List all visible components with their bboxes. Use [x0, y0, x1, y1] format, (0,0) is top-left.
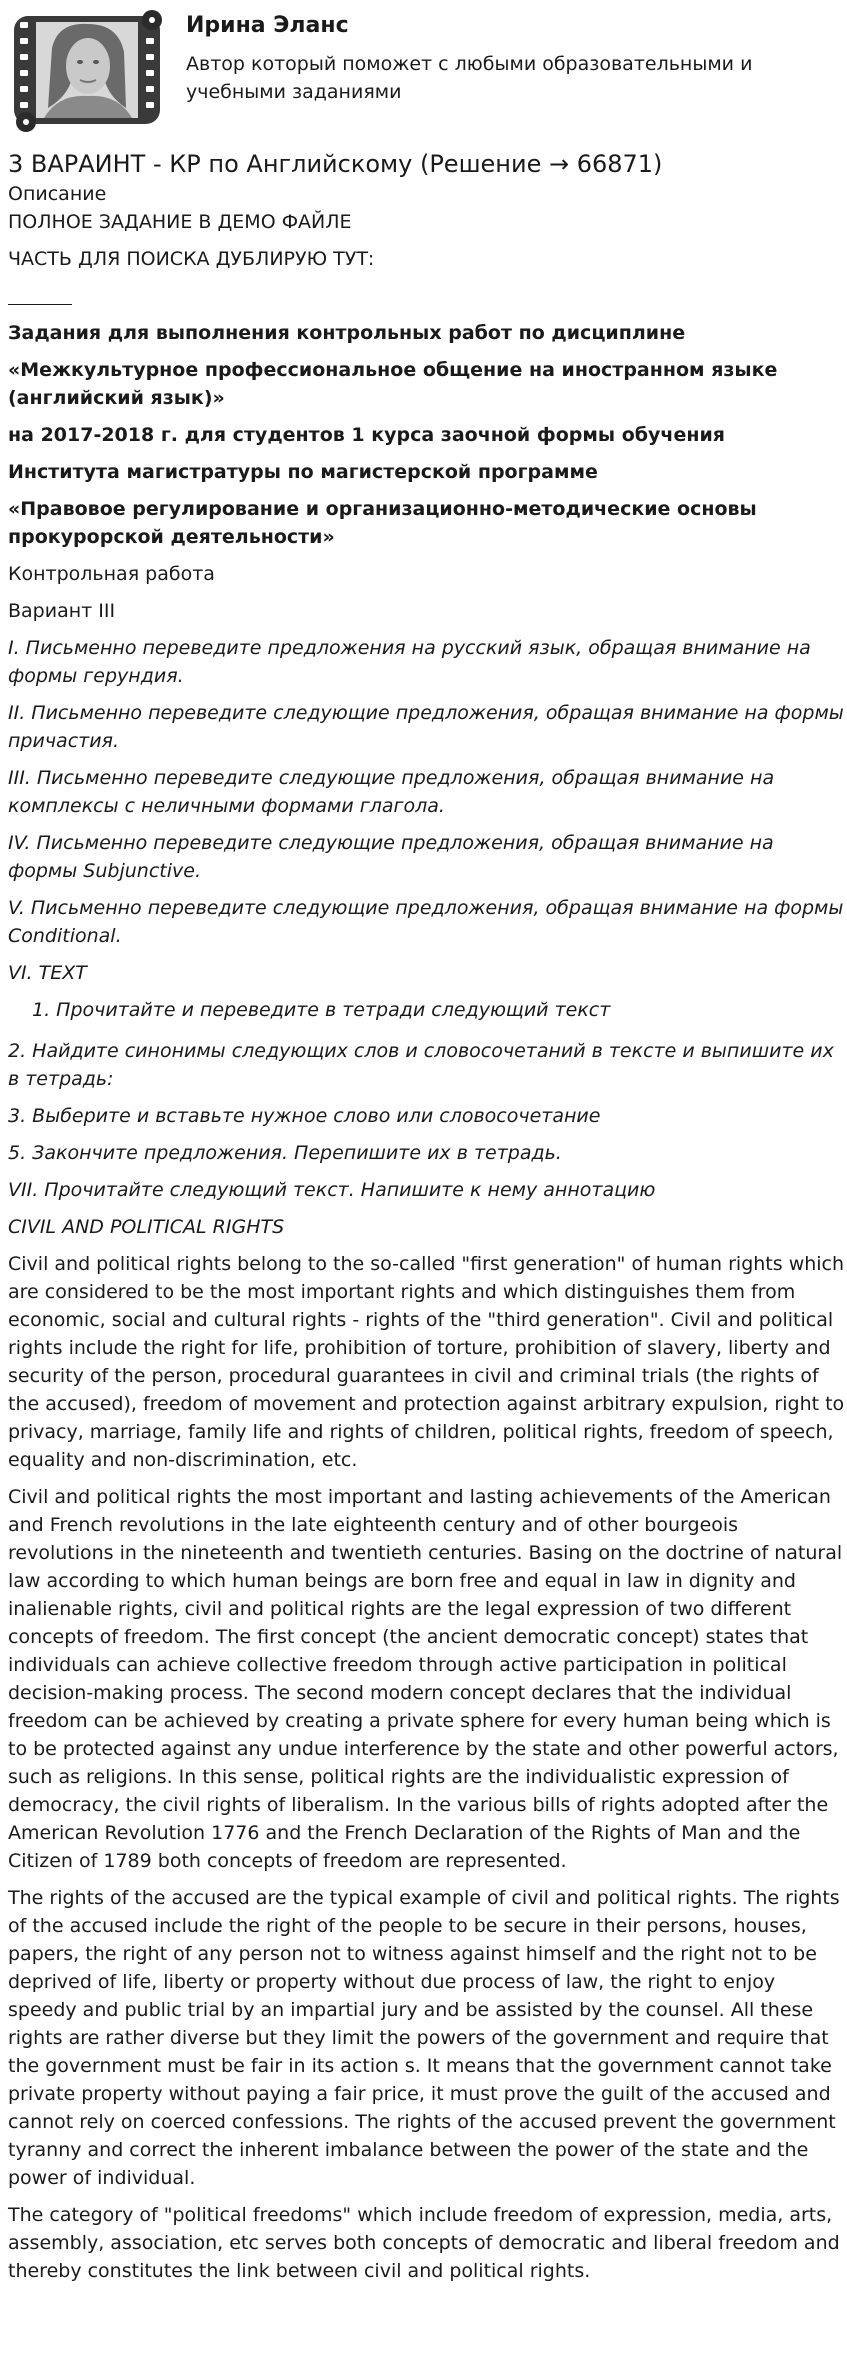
- author-card: [8, 0, 847, 148]
- text-paragraph: The category of "political freedoms" which include freedom of expression, media, arts, assembly, association, etc serves both concepts of democratic and liberal freedom and thereby constitutes the link between civil and political rights.: [8, 2204, 840, 2282]
- text-body: [8, 1250, 847, 2285]
- task-3: III. Письменно переведите следующие предложения, обращая внимание на комплексы с неличными формами глагола.: [8, 767, 775, 817]
- document-content: [8, 319, 847, 2285]
- author-avatar[interactable]: [8, 8, 166, 132]
- task-1: I. Письменно переведите предложения на русский язык, обращая внимание на формы герундия.: [8, 637, 811, 687]
- search-part-note: ЧАСТЬ ДЛЯ ПОИСКА ДУБЛИРУЮ ТУТ:: [8, 248, 375, 270]
- document-title: 3 ВАРАИНТ - КР по Английскому (Решение → 66871): [8, 150, 663, 178]
- author-name[interactable]: Ирина Эланс: [186, 13, 349, 38]
- heading-discipline: Задания для выполнения контрольных работ по дисциплине: [8, 322, 686, 344]
- task-6: VI. TEXT: [8, 962, 87, 984]
- task-5: V. Письменно переведите следующие предложения, обращая внимание на формы Conditional.: [8, 897, 844, 947]
- subtask-2: 2. Найдите синонимы следующих слов и словосочетаний в тексте и выпишите их в тетрадь:: [8, 1040, 834, 1090]
- task-7: VII. Прочитайте следующий текст. Напишите к нему аннотацию: [8, 1179, 656, 1201]
- document-meta: [8, 180, 847, 273]
- heading-year: на 2017-2018 г. для студентов 1 курса заочной формы обучения: [8, 424, 725, 446]
- subtask-1: 1. Прочитайте и переведите в тетради следующий текст: [32, 999, 611, 1021]
- author-description: Автор который поможет с любыми образовательными и учебными заданиями: [186, 53, 753, 103]
- description-label: Описание: [8, 183, 107, 205]
- subtask-5: 5. Закончите предложения. Перепишите их в тетрадь.: [8, 1142, 562, 1164]
- heading-course-name: «Межкультурное профессиональное общение на иностранном языке (английский язык)»: [8, 359, 778, 409]
- author-info: [186, 8, 786, 106]
- task-4: IV. Письменно переведите следующие предложения, обращая внимание на формы Subjunctive.: [8, 832, 774, 882]
- text-paragraph: The rights of the accused are the typical example of civil and political rights. The rights of the accused include the right of the people to be secure in their persons, houses, papers, the right of any person not to witness against himself and the right not to be deprived of life, liberty or property without due process of law, the right to enjoy speedy and public trial by an impartial jury and be assisted by the counsel. All these rights are rather diverse but they limit the powers of the government and require that the government must be fair in its action s. It means that the government cannot take private property without paying a fair price, it must prove the guilt of the accused and cannot rely on coerced confessions. The rights of the accused prevent the government tyranny and correct the inherent imbalance between the power of the state and the power of individual.: [8, 1887, 840, 2189]
- divider: [8, 304, 72, 305]
- control-work-label: Контрольная работа: [8, 563, 215, 585]
- text-title: CIVIL AND POLITICAL RIGHTS: [8, 1216, 285, 1238]
- full-task-note: ПОЛНОЕ ЗАДАНИЕ В ДЕМО ФАЙЛЕ: [8, 211, 352, 233]
- text-paragraph: Civil and political rights the most important and lasting achievements of the American and French revolutions in the late eighteenth century and of other bourgeois revolutions in the nineteenth and twentieth centuries. Basing on the doctrine of natural law according to which human beings are born free and equal in law in dignity and inalienable rights, civil and political rights are the legal expression of two different concepts of freedom. The first concept (the ancient democratic concept) states that individuals can achieve collective freedom through active participation in political decision-making process. The second modern concept declares that the individual freedom can be achieved by creating a private sphere for every human being which is to be protected against any undue interference by the state and other powerful actors, such as religions. In this sense, political rights are the individualistic expression of democracy, the civil rights of liberalism. In the various bills of rights adopted after the American Revolution 1776 and the French Declaration of the Rights of Man and the Citizen of 1789 both concepts of freedom are represented.: [8, 1486, 843, 1872]
- subtask-3: 3. Выберите и вставьте нужное слово или словосочетание: [8, 1105, 601, 1127]
- task-2: II. Письменно переведите следующие предложения, обращая внимание на формы причастия.: [8, 702, 844, 752]
- variant-label: Вариант III: [8, 600, 116, 622]
- avatar-image: [8, 8, 166, 132]
- heading-institute: Института магистратуры по магистерской программе: [8, 461, 598, 483]
- heading-program: «Правовое регулирование и организационно-методические основы прокурорской деятельности»: [8, 498, 757, 548]
- text-paragraph: Civil and political rights belong to the so-called "first generation" of human rights which are considered to be the most important rights and which distinguishes them from economic, social and cultural rights - rights of the "third generation". Civil and political rights include the right for life, prohibition of torture, prohibition of slavery, liberty and security of the person, procedural guarantees in civil and criminal trials (the rights of the accused), freedom of movement and protection against arbitrary expulsion, right to privacy, marriage, family life and rights of children, political rights, freedom of speech, equality and non-discrimination, etc.: [8, 1253, 845, 1471]
